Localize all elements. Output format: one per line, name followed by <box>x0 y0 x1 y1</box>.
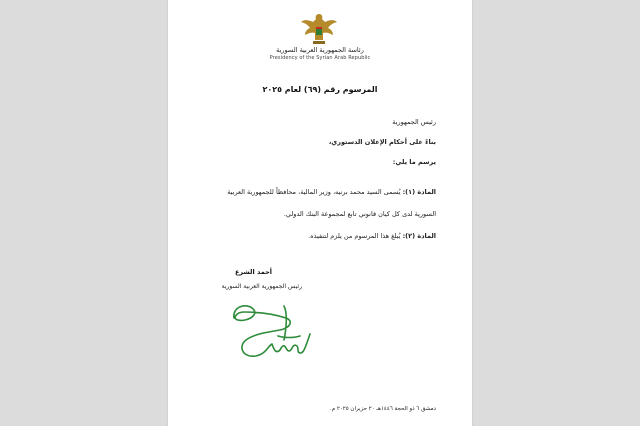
signatory-title: رئيس الجمهورية العربية السورية <box>221 283 302 290</box>
article-2-text: يُبلغ هذا المرسوم من يلزم لتنفيذه. <box>308 232 401 240</box>
footer-date: دمشق ٦ ذو الحجة ١٤٤٦هـ ٢٠ حزيران ٢٠٢٥ م. <box>329 406 436 412</box>
article-2-label: المادة (٢): <box>402 232 436 240</box>
decree-title: المرسوم رقم (٦٩) لعام ٢٠٢٥ <box>262 85 378 94</box>
decrees-line: يرسم ما يلي: <box>392 158 436 166</box>
article-2 <box>196 232 436 240</box>
article-1-label: المادة (١): <box>402 188 436 196</box>
header-english: Presidency of the Syrian Arab Republic <box>269 55 371 61</box>
eagle-emblem-icon <box>299 10 339 46</box>
article-1-text: يُسمى السيد محمد برنيه، وزير المالية، محافظاً للجمهورية العربية <box>227 188 401 196</box>
article-1-continued: السورية لدى كل كيان قانوني تابع لمجموعة البنك الدولي. <box>283 210 436 218</box>
header-arabic: رئاسة الجمهورية العربية السورية <box>276 46 364 54</box>
president-line: رئيس الجمهورية <box>392 118 436 126</box>
based-on-line: بناءً على أحكام الإعلان الدستوري، <box>328 138 436 146</box>
handwritten-signature <box>228 300 320 368</box>
article-1 <box>196 188 436 196</box>
decree-page <box>168 0 472 426</box>
signatory-name: أحمد الشرع <box>234 268 272 276</box>
